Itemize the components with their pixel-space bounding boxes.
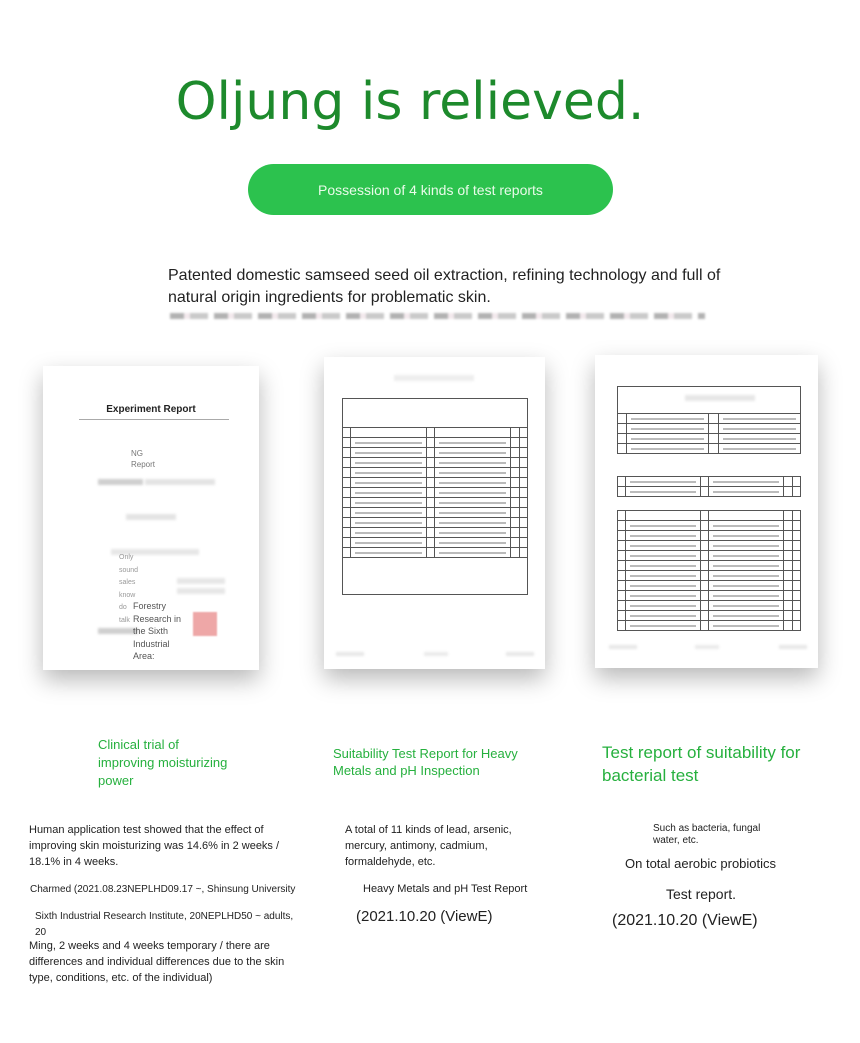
report-detail: (2021.10.20 (ViewE) [612,912,758,929]
blurred-text [779,645,807,649]
report-title: Experiment Report [106,404,196,415]
report-detail: Charmed (2021.08.23NEPLHD09.17 ~, Shinsung University [30,884,296,895]
blurred-text-strip [170,313,705,319]
blurred-text [98,479,143,485]
report-detail: Such as bacteria, fungal water, etc. [653,823,761,846]
blurred-text [126,514,176,520]
seal-stamp [193,612,217,636]
report-detail: Heavy Metals and pH Test Report [363,883,528,895]
report-overlay-text: NG Report [131,449,156,469]
report-image-bacterial [595,355,818,668]
report-table [342,398,528,595]
blurred-text [394,375,474,381]
report-detail: A total of 11 kinds of lead, arsenic, mercury, antimony, cadmium, formaldehyde, etc. [345,824,512,868]
report-detail: Sixth Industrial Research Institute, 20NEPLHD50 ~ adults, 20 [35,911,294,938]
report-image-experiment [43,366,259,670]
blurred-text [177,578,225,584]
blurred-text [177,588,225,594]
page-headline: Oljung is relieved. [175,72,645,132]
intro-text: Patented domestic samseed seed oil extraction, refining technology and full of natural origin ingredients for problematic skin. [168,267,721,306]
blurred-text [609,645,637,649]
report-caption: Suitability Test Report for Heavy Metals and pH Inspection [333,746,518,778]
blurred-text [695,645,719,649]
report-caption: Clinical trial of improving moisturizing power [98,737,228,788]
report-detail: Human application test showed that the effect of improving skin moisturizing was 14.6% in 2 weeks / 18.1% in 4 weeks. [29,824,280,868]
report-caption: Test report of suitability for bacterial test [602,743,801,785]
blurred-text [98,628,138,634]
divider [79,419,229,420]
blurred-text [424,652,448,656]
report-detail: On total aerobic probiotics [625,856,777,871]
report-image-heavy-metals [324,357,545,669]
reports-badge: Possession of 4 kinds of test reports [248,164,613,215]
side-words: Only sound sales know do talk [119,554,139,624]
report-table [617,386,801,454]
report-detail: Test report. [666,886,737,902]
report-detail: (2021.10.20 (ViewE) [356,908,493,925]
report-table [617,510,801,631]
report-detail: Ming, 2 weeks and 4 weeks temporary / there are differences and individual differences due to the skin type, conditions, etc. of the individual) [29,940,285,984]
report-table [617,476,801,497]
blurred-text [506,652,534,656]
stamp-text: Forestry Research in the Sixth Industrial Area: [133,601,182,661]
blurred-text [145,479,215,485]
blurred-text [336,652,364,656]
